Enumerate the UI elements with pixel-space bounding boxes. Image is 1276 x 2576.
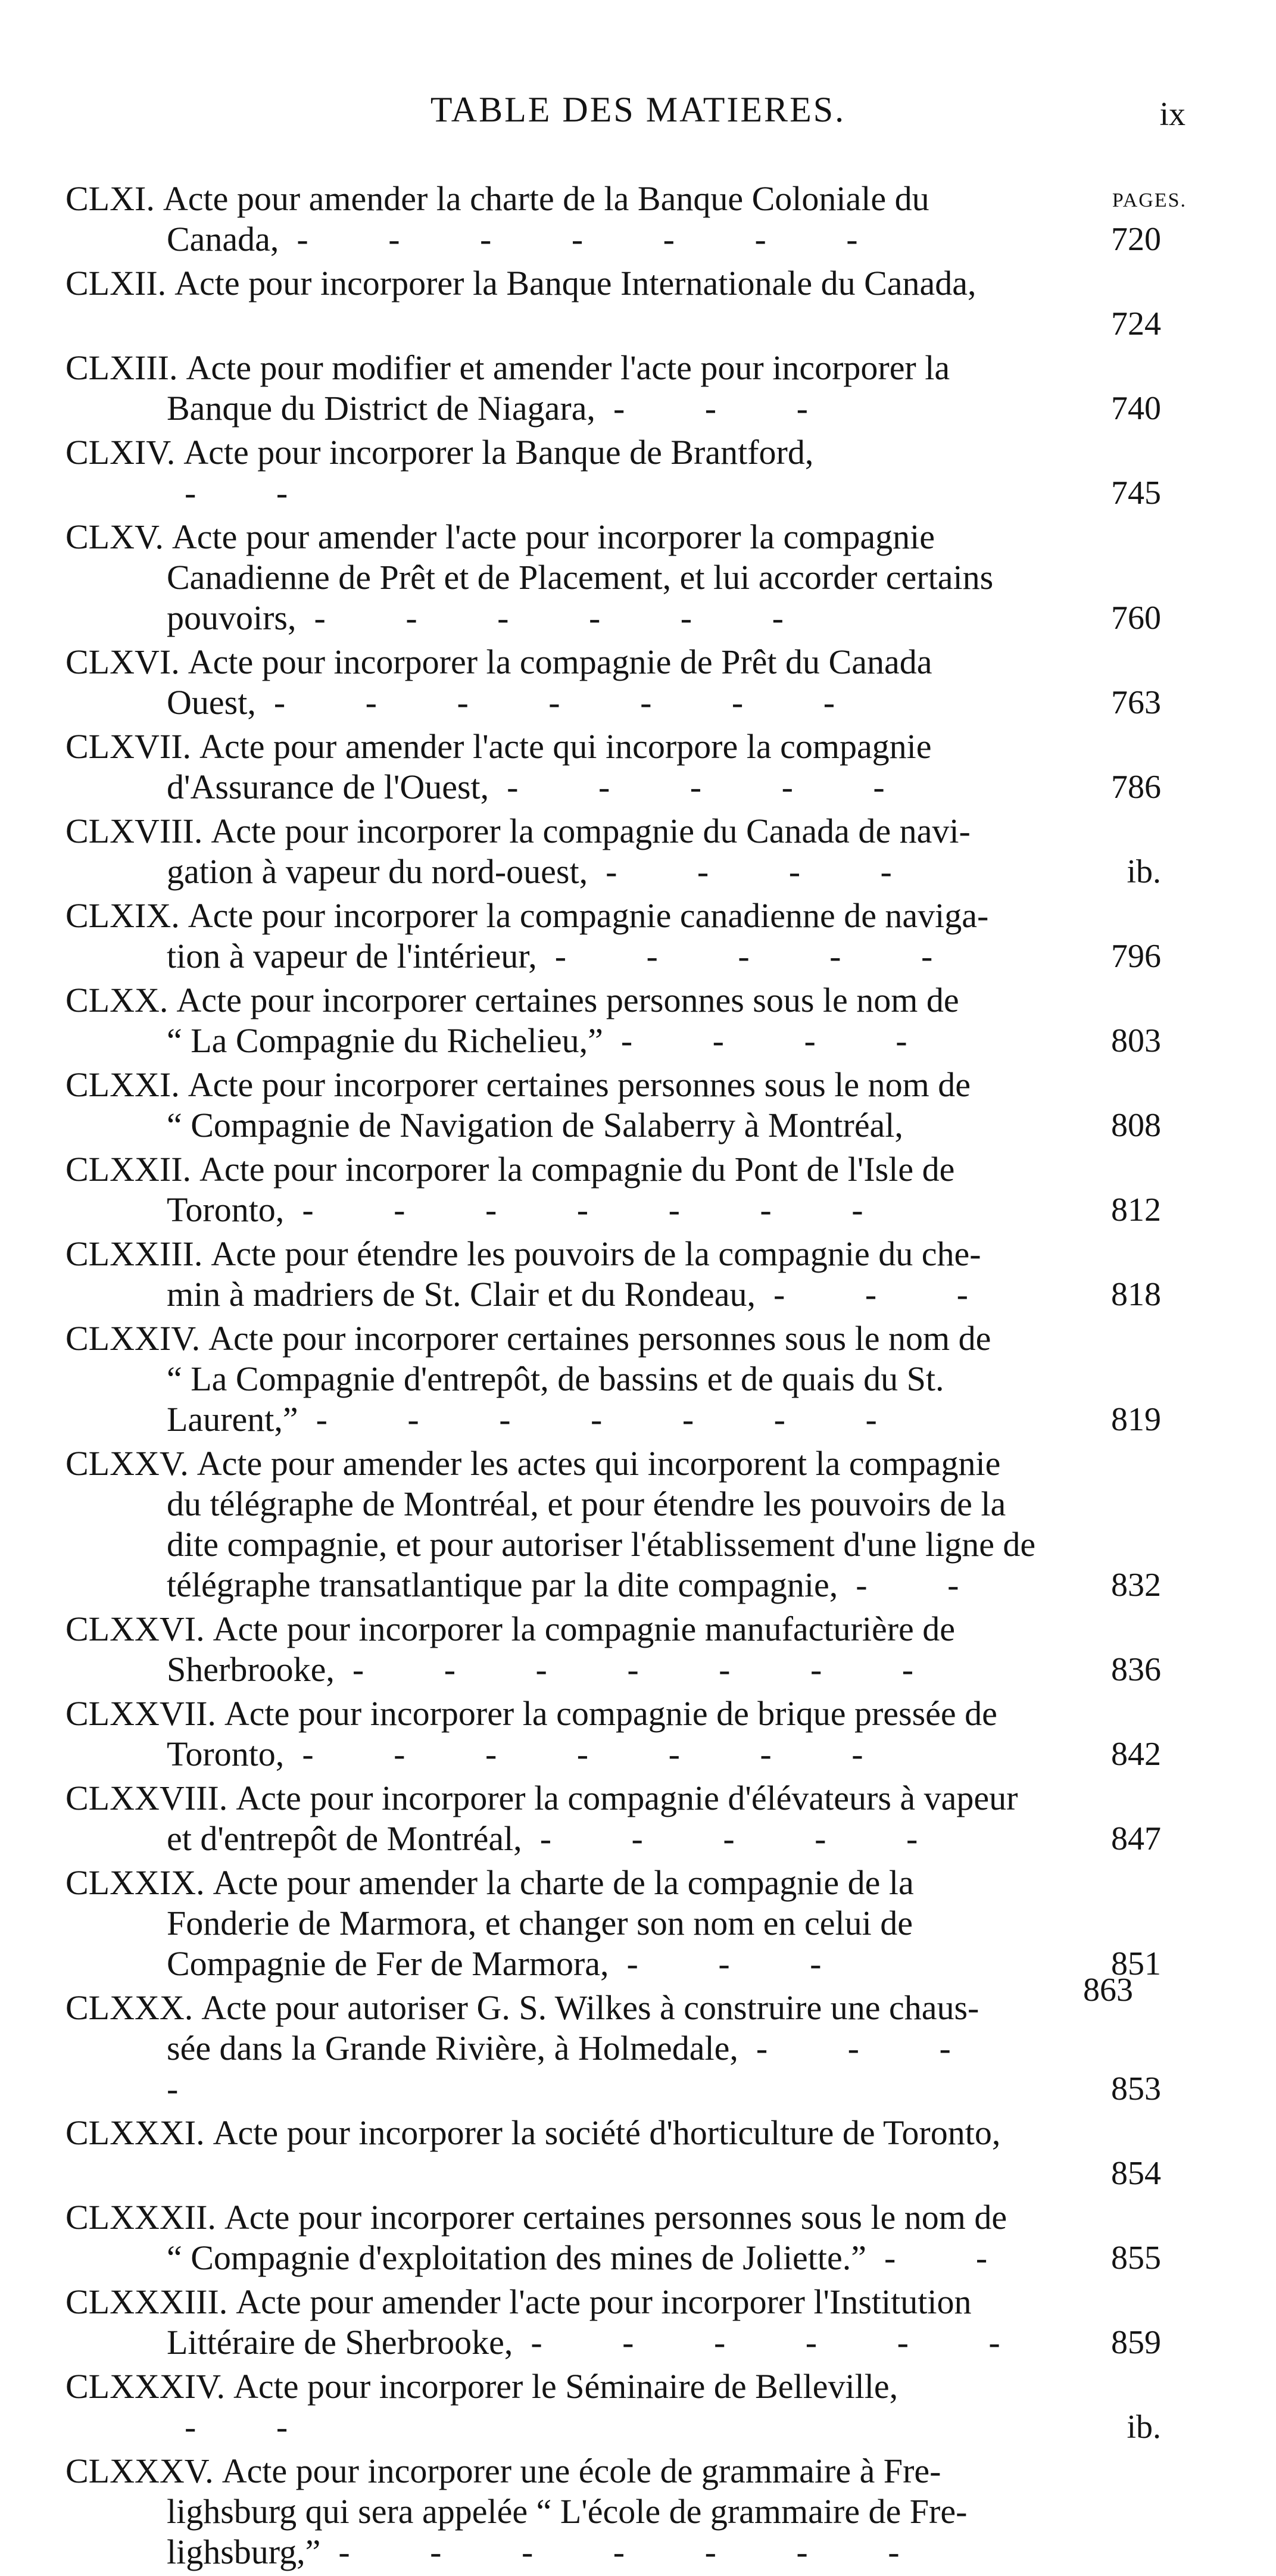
toc-entry bbox=[65, 1863, 1191, 1984]
page-header bbox=[0, 89, 1276, 143]
entry-continuation-text: et d'entrepôt de Montréal, bbox=[167, 1819, 522, 1858]
entry-continuation bbox=[65, 1903, 1066, 1984]
entry-continuation bbox=[65, 473, 1066, 513]
entry-text bbox=[65, 980, 1066, 1061]
entry-continuation bbox=[65, 1734, 1066, 1774]
entry-continuation-text: min à madriers de St. Clair et du Rondeau, bbox=[167, 1275, 756, 1314]
entry-title: Acte pour incorporer la compagnie de brique pressée de bbox=[224, 1694, 997, 1733]
entry-continuation bbox=[65, 1021, 1066, 1061]
entry-continuation bbox=[65, 1105, 1066, 1146]
entry-continuation-text: “ La Compagnie d'entrepôt, de bassins et de quais du St. Laurent,” bbox=[167, 1359, 944, 1439]
entry-continuation bbox=[65, 2322, 1066, 2363]
toc-entry bbox=[65, 2113, 1191, 2194]
dot-leader: - - bbox=[185, 473, 324, 512]
entry-text bbox=[65, 2282, 1066, 2363]
entry-number: CLXXXIII. bbox=[65, 2282, 228, 2321]
entry-continuation bbox=[65, 557, 1066, 638]
entry-continuation-text: Fonderie de Marmora, et changer son nom en celui de Compagnie de Fer de Marmora, bbox=[167, 1904, 913, 1983]
toc-entry bbox=[65, 1065, 1191, 1146]
entry-text bbox=[65, 1149, 1066, 1230]
entry-title: Acte pour incorporer la Banque de Brantford, bbox=[183, 433, 814, 472]
entry-number: CLXXXV. bbox=[65, 2452, 214, 2490]
entry-title: Acte pour incorporer la compagnie d'élévateurs à vapeur bbox=[236, 1779, 1018, 1817]
entry-title: Acte pour autoriser G. S. Wilkes à construire une chaus- bbox=[201, 1988, 979, 2027]
entry-continuation bbox=[65, 2153, 1066, 2194]
entry-text bbox=[65, 432, 1066, 513]
entry-continuation bbox=[65, 1274, 1066, 1315]
dot-leader: - - - - - bbox=[507, 768, 921, 806]
entry-page-number: 832 bbox=[1111, 1567, 1161, 1604]
entry-continuation-text: “ Compagnie de Navigation de Salaberry à Montréal, bbox=[167, 1106, 903, 1144]
entry-title: Acte pour amender la charte de la Banque Coloniale du bbox=[163, 179, 929, 218]
entry-text bbox=[65, 1863, 1066, 1984]
entry-continuation bbox=[65, 1359, 1066, 1440]
entry-title: Acte pour incorporer le Séminaire de Belleville, bbox=[233, 2367, 898, 2406]
entry-text bbox=[65, 517, 1066, 638]
entry-continuation-text: du télégraphe de Montréal, et pour étendre les pouvoirs de la dite compagnie, et pour autoriser l'établissement d'une ligne de télégraphe transatlantique par la dite compagnie, bbox=[167, 1485, 1036, 1604]
entry-title: Acte pour incorporer la société d'horticulture de Toronto, bbox=[213, 2113, 1001, 2152]
page-title: TABLE DES MATIERES. bbox=[430, 90, 846, 129]
entry-continuation bbox=[65, 1484, 1066, 1605]
entry-text bbox=[65, 642, 1066, 723]
entry-number: CLXIII. bbox=[65, 348, 178, 387]
entry-text bbox=[65, 263, 1066, 344]
toc-entry bbox=[65, 179, 1191, 260]
entry-continuation-text: Toronto, bbox=[167, 1735, 285, 1773]
toc-entry bbox=[65, 1234, 1191, 1315]
entry-title: Acte pour amender les actes qui incorporent la compagnie bbox=[196, 1444, 1001, 1483]
toc-entry bbox=[65, 1778, 1191, 1859]
entry-title: Acte pour amender la charte de la compagnie de la bbox=[213, 1863, 914, 1902]
entry-number: CLXVII. bbox=[65, 727, 192, 766]
entry-text bbox=[65, 1318, 1066, 1440]
dot-leader: - - - - - - - bbox=[352, 1650, 950, 1689]
dot-leader: - - - - - - - bbox=[297, 220, 894, 258]
entry-text bbox=[65, 179, 1066, 260]
entry-continuation bbox=[65, 2028, 1066, 2109]
entry-continuation-text: “ La Compagnie du Richelieu,” bbox=[167, 1021, 603, 1060]
entry-number: CLXXIX. bbox=[65, 1863, 205, 1902]
entry-continuation bbox=[65, 219, 1066, 260]
entry-text bbox=[65, 896, 1066, 977]
entry-continuation-text: Canadienne de Prêt et de Placement, et lui accorder certains pouvoirs, bbox=[167, 558, 994, 637]
entry-page-number: ib. bbox=[1127, 2409, 1161, 2446]
entry-number: CLXXIV. bbox=[65, 1319, 201, 1358]
dot-leader: - - - - - - - bbox=[273, 683, 871, 722]
entry-text bbox=[65, 1065, 1066, 1146]
entry-page-number: 724 bbox=[1111, 305, 1161, 342]
entry-text bbox=[65, 1778, 1066, 1859]
entry-continuation-text: Toronto, bbox=[167, 1190, 285, 1229]
page-number: ix bbox=[1159, 96, 1185, 133]
entry-page-number: 803 bbox=[1111, 1022, 1161, 1059]
entry-continuation bbox=[65, 682, 1066, 723]
entry-text bbox=[65, 1234, 1066, 1315]
entry-number: CLXXX. bbox=[65, 1988, 194, 2027]
toc-entry bbox=[65, 2451, 1191, 2572]
entry-text bbox=[65, 348, 1066, 429]
entry-text bbox=[65, 811, 1066, 892]
dot-leader: - - - - - bbox=[539, 1819, 954, 1858]
entry-text bbox=[65, 2451, 1066, 2572]
toc-entry bbox=[65, 263, 1191, 344]
toc-entry bbox=[65, 1988, 1191, 2109]
entry-title: Acte pour amender l'acte pour incorporer la compagnie bbox=[171, 517, 935, 556]
entry-continuation-text: sée dans la Grande Rivière, à Holmedale, bbox=[167, 2029, 738, 2067]
entry-number: CLXII. bbox=[65, 264, 167, 302]
entry-title: Acte pour incorporer une école de grammaire à Fre- bbox=[221, 2452, 941, 2490]
entry-number: CLXVIII. bbox=[65, 812, 203, 850]
toc-entry bbox=[65, 980, 1191, 1061]
entry-continuation bbox=[65, 1190, 1066, 1230]
entry-title: Acte pour incorporer certaines personnes sous le nom de bbox=[208, 1319, 991, 1358]
entry-title: Acte pour incorporer la compagnie de Prêt du Canada bbox=[188, 643, 932, 681]
dot-leader: - - - - - bbox=[554, 937, 969, 975]
entry-page-number: 836 bbox=[1111, 1651, 1161, 1688]
entry-number: CLXX. bbox=[65, 981, 169, 1019]
dot-leader: - - - - bbox=[606, 852, 928, 891]
pages-column-label: PAGES. bbox=[1112, 189, 1187, 211]
dot-leader: - - - bbox=[613, 389, 844, 428]
toc-entry bbox=[65, 2197, 1191, 2278]
entry-continuation bbox=[65, 2407, 1066, 2447]
entry-text bbox=[65, 1609, 1066, 1690]
entry-number: CLXIX. bbox=[65, 896, 180, 935]
entry-page-number: 720 bbox=[1111, 221, 1161, 258]
entry-continuation-text: Ouest, bbox=[167, 683, 256, 722]
entry-continuation-text: lighsburg qui sera appelée “ L'école de grammaire de Fre- lighsburg,” bbox=[167, 2492, 968, 2571]
entry-page-number: 847 bbox=[1111, 1820, 1161, 1857]
entry-text bbox=[65, 1443, 1066, 1605]
entry-text bbox=[65, 2113, 1066, 2194]
toc-entry bbox=[65, 726, 1191, 807]
entry-continuation bbox=[65, 2238, 1066, 2278]
entry-page-number: 740 bbox=[1111, 390, 1161, 427]
entry-number: CLXXXII. bbox=[65, 2198, 216, 2237]
toc-entry bbox=[65, 1443, 1191, 1605]
toc-entry bbox=[65, 1149, 1191, 1230]
entry-number: CLXXVII. bbox=[65, 1694, 216, 1733]
entry-text bbox=[65, 726, 1066, 807]
entry-title: Acte pour amender l'acte pour incorporer l'Institution bbox=[236, 2282, 972, 2321]
entry-continuation bbox=[65, 936, 1066, 977]
entry-text bbox=[65, 2197, 1066, 2278]
entry-number: CLXXI. bbox=[65, 1065, 180, 1104]
entry-text bbox=[65, 2366, 1066, 2447]
dot-leader: - - - - - - - bbox=[316, 1400, 913, 1439]
entry-page-number: 842 bbox=[1111, 1736, 1161, 1773]
entry-continuation bbox=[65, 1819, 1066, 1859]
entry-title: Acte pour incorporer la compagnie du Canada de navi- bbox=[211, 812, 971, 850]
entry-page-number: 818 bbox=[1111, 1276, 1161, 1313]
entry-number: CLXXVI. bbox=[65, 1610, 205, 1648]
entry-continuation-text: Canada, bbox=[167, 220, 279, 258]
entry-number: CLXV. bbox=[65, 517, 164, 556]
dot-leader: - - - - bbox=[620, 1021, 943, 1060]
entry-continuation bbox=[65, 767, 1066, 807]
toc-entry bbox=[65, 432, 1191, 513]
entry-number: CLXXXIV. bbox=[65, 2367, 225, 2406]
entry-continuation bbox=[65, 2491, 1066, 2572]
entry-title: Acte pour incorporer la compagnie canadienne de naviga- bbox=[188, 896, 989, 935]
entry-text bbox=[65, 1694, 1066, 1774]
dot-leader: - - bbox=[856, 1565, 995, 1604]
entry-title: Acte pour amender l'acte qui incorpore la compagnie bbox=[199, 727, 932, 766]
entry-continuation-text: Banque du District de Niagara, bbox=[167, 389, 595, 428]
entry-page-number: ib. bbox=[1127, 853, 1161, 890]
entry-page-number: 859 bbox=[1111, 2324, 1161, 2361]
toc-entry bbox=[65, 811, 1191, 892]
entry-title: Acte pour étendre les pouvoirs de la compagnie du che- bbox=[211, 1234, 981, 1273]
entry-page-number: 819 bbox=[1111, 1401, 1161, 1438]
toc-entry bbox=[65, 1694, 1191, 1774]
toc-entry bbox=[65, 1609, 1191, 1690]
entry-continuation-text: Littéraire de Sherbrooke, bbox=[167, 2323, 513, 2362]
dot-leader: - - - - - - - bbox=[302, 1735, 899, 1773]
toc-entry bbox=[65, 2366, 1191, 2447]
entry-continuation bbox=[65, 852, 1066, 892]
toc-entry bbox=[65, 1318, 1191, 1440]
entry-page-number: 851 bbox=[1111, 1945, 1161, 1982]
toc-entry bbox=[65, 348, 1191, 429]
entry-number: CLXXVIII. bbox=[65, 1779, 228, 1817]
dot-leader: - - - - - - - bbox=[338, 2533, 935, 2571]
dot-leader: - - - - bbox=[167, 2029, 987, 2108]
entry-page-number: 763 bbox=[1111, 684, 1161, 721]
dot-leader: - - - - - - - bbox=[302, 1190, 899, 1229]
entry-continuation-text: tion à vapeur de l'intérieur, bbox=[167, 937, 537, 975]
entry-page-number: 786 bbox=[1111, 769, 1161, 806]
entry-continuation bbox=[65, 304, 1066, 344]
entry-title: Acte pour incorporer certaines personnes sous le nom de bbox=[188, 1065, 971, 1104]
entry-title: Acte pour incorporer certaines personnes sous le nom de bbox=[224, 2198, 1007, 2237]
entry-page-number: 853 bbox=[1111, 2070, 1161, 2107]
entry-page-number: 812 bbox=[1111, 1192, 1161, 1228]
entry-continuation bbox=[65, 1649, 1066, 1690]
entry-number: CLXXV. bbox=[65, 1444, 189, 1483]
entry-page-number: 760 bbox=[1111, 600, 1161, 637]
entry-page-number: 796 bbox=[1111, 938, 1161, 975]
entry-page-number: 855 bbox=[1111, 2240, 1161, 2276]
table-of-contents bbox=[65, 179, 1191, 2576]
dot-leader: - - - - - - bbox=[531, 2323, 1036, 2362]
entry-number: CLXXIII. bbox=[65, 1234, 203, 1273]
entry-continuation-text: d'Assurance de l'Ouest, bbox=[167, 768, 489, 806]
entry-title: Acte pour modifier et amender l'acte pour incorporer la bbox=[186, 348, 950, 387]
last-page-number: 863 bbox=[1083, 1972, 1133, 2009]
entry-page-number: 745 bbox=[1111, 475, 1161, 512]
toc-entry bbox=[65, 896, 1191, 977]
entry-text bbox=[65, 1988, 1066, 2109]
entry-number: CLXIV. bbox=[65, 433, 176, 472]
entry-title: Acte pour incorporer la Banque Internationale du Canada, bbox=[174, 264, 977, 302]
entry-continuation-text: Sherbrooke, bbox=[167, 1650, 335, 1689]
toc-entry bbox=[65, 2282, 1191, 2363]
entry-continuation bbox=[65, 388, 1066, 429]
entry-title: Acte pour incorporer la compagnie du Pont de l'Isle de bbox=[199, 1150, 955, 1189]
entry-title: Acte pour incorporer certaines personnes sous le nom de bbox=[176, 981, 959, 1019]
entry-number: CLXI. bbox=[65, 179, 155, 218]
entry-page-number: 808 bbox=[1111, 1107, 1161, 1144]
toc-entry bbox=[65, 642, 1191, 723]
entry-number: CLXVI. bbox=[65, 643, 180, 681]
entry-number: CLXXXI. bbox=[65, 2113, 205, 2152]
toc-entry bbox=[65, 517, 1191, 638]
entry-continuation-text: “ Compagnie d'exploitation des mines de Joliette.” bbox=[167, 2238, 867, 2277]
dot-leader: - - - bbox=[773, 1275, 1004, 1314]
entry-title: Acte pour incorporer la compagnie manufacturière de bbox=[213, 1610, 955, 1648]
dot-leader: - - bbox=[884, 2238, 1024, 2277]
entry-number: CLXXII. bbox=[65, 1150, 192, 1189]
dot-leader: - - bbox=[185, 2407, 324, 2446]
entry-page-number: 854 bbox=[1111, 2155, 1161, 2192]
dot-leader: - - - - - - bbox=[314, 598, 819, 637]
dot-leader: - - - bbox=[626, 1944, 857, 1983]
entry-continuation-text: gation à vapeur du nord-ouest, bbox=[167, 852, 588, 891]
